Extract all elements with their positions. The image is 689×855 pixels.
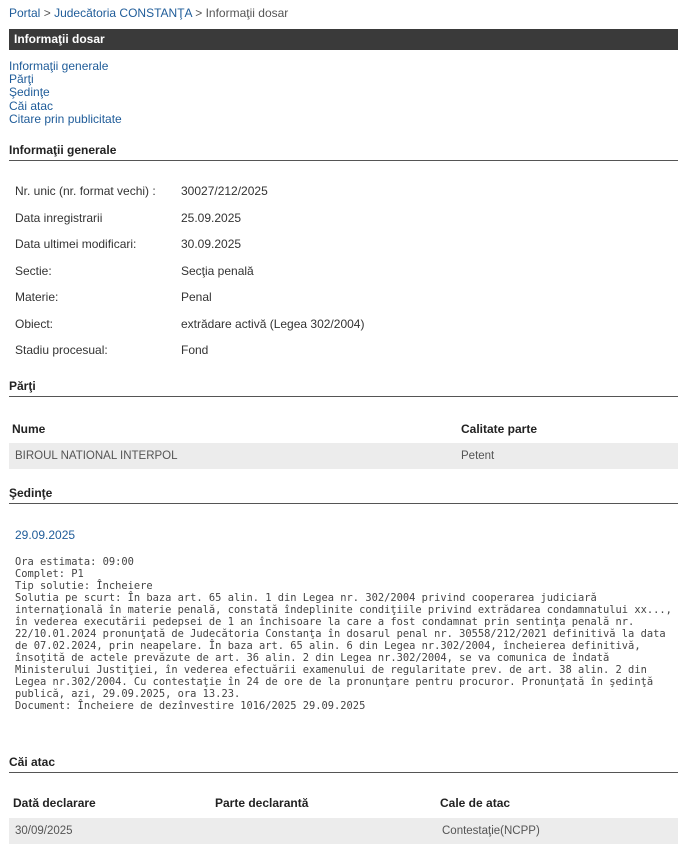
section-heading-appeals: Căi atac bbox=[9, 755, 678, 773]
breadcrumb-current: Informaţii dosar bbox=[205, 6, 289, 20]
info-label: Data ultimei modificari: bbox=[15, 237, 137, 251]
anchor-appeals[interactable]: Căi atac bbox=[9, 98, 54, 113]
section-heading-sessions: Şedinţe bbox=[9, 486, 678, 504]
info-value: Penal bbox=[181, 290, 212, 304]
table-row bbox=[9, 443, 678, 469]
info-label: Obiect: bbox=[15, 317, 54, 331]
breadcrumb-portal-link[interactable]: Portal bbox=[9, 6, 41, 20]
breadcrumb-separator: > bbox=[195, 6, 203, 20]
info-value: extrădare activă (Legea 302/2004) bbox=[181, 317, 365, 331]
info-value: Fond bbox=[181, 343, 209, 357]
info-label: Sectie: bbox=[15, 264, 52, 278]
column-header-declaration-date: Dată declarare bbox=[13, 796, 96, 810]
section-heading-general: Informaţii generale bbox=[9, 143, 678, 161]
appeal-type: Contestaţie(NCPP) bbox=[442, 825, 540, 837]
info-value: 30.09.2025 bbox=[181, 237, 242, 251]
table-row bbox=[9, 818, 678, 844]
breadcrumb-court-link[interactable]: Judecătoria CONSTANŢA bbox=[54, 6, 192, 20]
appeal-declaration-date: 30/09/2025 bbox=[15, 825, 73, 837]
breadcrumb-separator: > bbox=[43, 6, 51, 20]
appeals-table-header bbox=[9, 793, 678, 813]
anchor-general-info[interactable]: Informaţii generale bbox=[9, 59, 109, 73]
session-panel: Complet: P1 bbox=[15, 568, 84, 580]
anchor-parties[interactable]: Părţi bbox=[9, 72, 34, 87]
anchor-sessions[interactable]: Şedinţe bbox=[9, 85, 50, 100]
column-header-name: Nume bbox=[12, 422, 46, 436]
session-date: 29.09.2025 bbox=[15, 528, 76, 542]
session-estimated-time: Ora estimata: 09:00 bbox=[15, 556, 134, 568]
column-header-declaring-party: Parte declarantă bbox=[215, 796, 309, 810]
session-document: Document: Încheiere de dezînvestire 1016/2025 29.09.2025 bbox=[15, 700, 366, 712]
session-solution-summary: Solutia pe scurt: În baza art. 65 alin. 1 din Legea nr. 302/2004 privind cooperarea judiciară internaţională în materie penală, constată îndeplinite condiţiile privind extrădarea condamnatului xx..., în vederea executării pedepsei de 1 an închisoare la care a fost condamnat prin sentinţa penală nr. 22/10.01.2024 pronunţată de Judecătoria Constanţa în dosarul penal nr. 30558/212/2021 definitivă la data de 07.02.2024, prin neapelare. În baza art. 65 alin. 6 din Legea nr.302/2004, încheierea definitivă, însoţită de actele prevăzute de art. 36 alin. 2 din Legea nr.302/2004, se va comunica de îndată Ministerului Justiţiei, în vederea efectuării examenului de regularitate prev. de art. 38 alin. 2 din Legea nr.302/2004. Cu contestaţie în 24 de ore de la pronunţare pentru procuror. Pronunţată în şedinţă publică, azi, 29.09.2025, ora 13.23. bbox=[15, 592, 672, 700]
anchor-public-summons[interactable]: Citare prin publicitate bbox=[9, 111, 122, 126]
info-label: Data inregistrarii bbox=[15, 211, 103, 225]
page-title: Informaţii dosar bbox=[9, 29, 678, 50]
section-heading-parties: Părţi bbox=[9, 379, 678, 397]
party-name: BIROUL NATIONAL INTERPOL bbox=[15, 450, 178, 462]
info-value: 25.09.2025 bbox=[181, 211, 242, 225]
column-header-appeal-type: Cale de atac bbox=[440, 796, 511, 810]
column-header-party-quality: Calitate parte bbox=[461, 422, 538, 436]
session-details bbox=[15, 556, 675, 712]
info-label: Nr. unic (nr. format vechi) : bbox=[15, 184, 156, 198]
section-anchor-list bbox=[9, 60, 122, 126]
info-label: Stadiu procesual: bbox=[15, 343, 108, 357]
session-solution-type: Tip solutie: Încheiere bbox=[15, 580, 153, 592]
info-label: Materie: bbox=[15, 290, 59, 304]
parties-table-header bbox=[9, 419, 678, 439]
party-quality: Petent bbox=[461, 450, 495, 462]
info-value: 30027/212/2025 bbox=[181, 184, 268, 198]
info-value: Secţia penală bbox=[181, 264, 254, 278]
breadcrumb bbox=[9, 6, 288, 20]
